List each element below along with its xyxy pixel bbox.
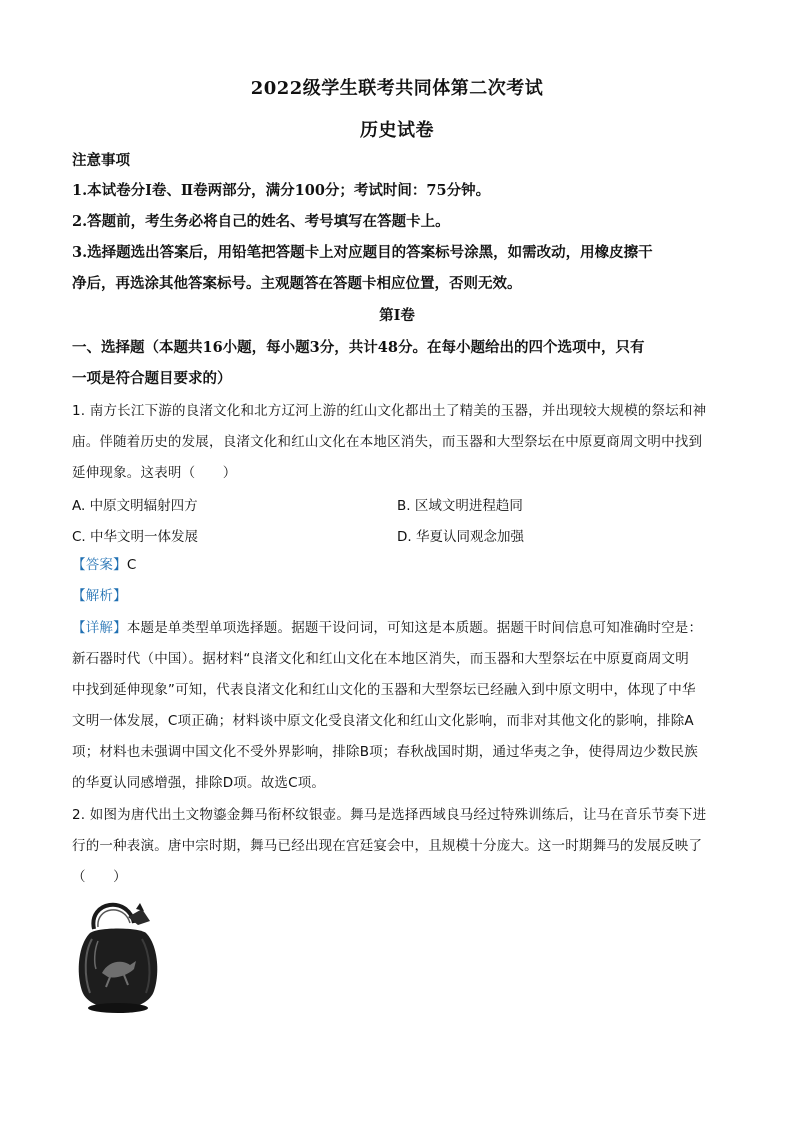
- exam-subtitle: 历史试卷: [360, 120, 434, 141]
- notice-item-3-line-2: 净后，再选涂其他答案标号。主观题答在答题卡相应位置，否则无效。: [72, 275, 522, 292]
- notice-item-1: 1.本试卷分Ⅰ卷、Ⅱ卷两部分，满分100分；考试时间：75分钟。: [72, 182, 491, 199]
- q1-detail-line-6: 的华夏认同感增强，排除D项。故选C项。: [72, 775, 326, 791]
- section-heading-line-2: 一项是符合题目要求的）: [72, 370, 232, 387]
- q2-stem-line-3: （ ）: [72, 869, 127, 885]
- notice-heading: 注意事项: [72, 152, 130, 169]
- q1-stem-line-1: 1. 南方长江下游的良渚文化和北方辽河上游的红山文化都出土了精美的玉器，并出现较大规模的祭坛和神: [72, 403, 707, 419]
- detail-text-1: 本题是单类型单项选择题。据题干设问词，可知这是本质题。据题干时间信息可知准确时空是：: [126, 620, 703, 636]
- analysis-tag: 【解析】: [72, 588, 127, 604]
- q1-option-d: D. 华夏认同观念加强: [397, 529, 524, 545]
- answer-tag: 【答案】: [72, 557, 127, 573]
- q2-stem-line-2: 行的一种表演。唐中宗时期，舞马已经出现在宫廷宴会中，且规模十分庞大。这一时期舞马的发展反映了: [72, 838, 703, 854]
- q2-stem-line-1: 2. 如图为唐代出土文物鎏金舞马衔杯纹银壶。舞马是选择西域良马经过特殊训练后，让马在音乐节奏下进: [72, 807, 707, 823]
- detail-tag: 【详解】: [72, 620, 127, 636]
- q1-option-c: C. 中华文明一体发展: [72, 529, 199, 545]
- q1-detail-line-5: 项；材料也未强调中国文化不受外界影响，排除B项；春秋战国时期，通过华夷之争，使得周边少数民族: [72, 744, 698, 760]
- q1-detail-line-2: 新石器时代（中国）。据材料“良渚文化和红山文化在本地区消失，而玉器和大型祭坛在中原夏商周文明: [72, 651, 689, 667]
- q1-detail-line-1: [72, 618, 732, 638]
- section-heading-line-1: 一、选择题（本题共16小题，每小题3分，共计48分。在每小题给出的四个选项中，只有: [72, 339, 645, 356]
- q1-answer-line: [72, 555, 732, 575]
- notice-item-2: 2.答题前，考生务必将自己的姓名、考号填写在答题卡上。: [72, 213, 450, 230]
- section-label: 第Ⅰ卷: [379, 307, 415, 324]
- answer-value: C: [126, 557, 137, 573]
- q1-analysis-line: [72, 586, 732, 606]
- exam-title: 2022级学生联考共同体第二次考试: [250, 78, 544, 99]
- q1-detail-line-4: 文明一体发展，C项正确；材料谈中原文化受良渚文化和红山文化影响，而非对其他文化的影响，排除A: [72, 713, 694, 729]
- q1-stem-line-3: 延伸现象。这表明（ ）: [72, 465, 237, 481]
- q1-detail-line-3: 中找到延伸现象”可知，代表良渚文化和红山文化的玉器和大型祭坛已经融入到中原文明中，体现了中华: [72, 682, 696, 698]
- silver-pot-image: [72, 895, 164, 1015]
- q1-option-b: B. 区域文明进程趋同: [397, 498, 523, 514]
- notice-item-3-line-1: 3.选择题选出答案后，用铅笔把答题卡上对应题目的答案标号涂黑，如需改动，用橡皮擦干: [72, 244, 653, 261]
- q1-stem-line-2: 庙。伴随着历史的发展，良渚文化和红山文化在本地区消失，而玉器和大型祭坛在中原夏商周文明中找到: [72, 434, 703, 450]
- q1-option-a: A. 中原文明辐射四方: [72, 498, 198, 514]
